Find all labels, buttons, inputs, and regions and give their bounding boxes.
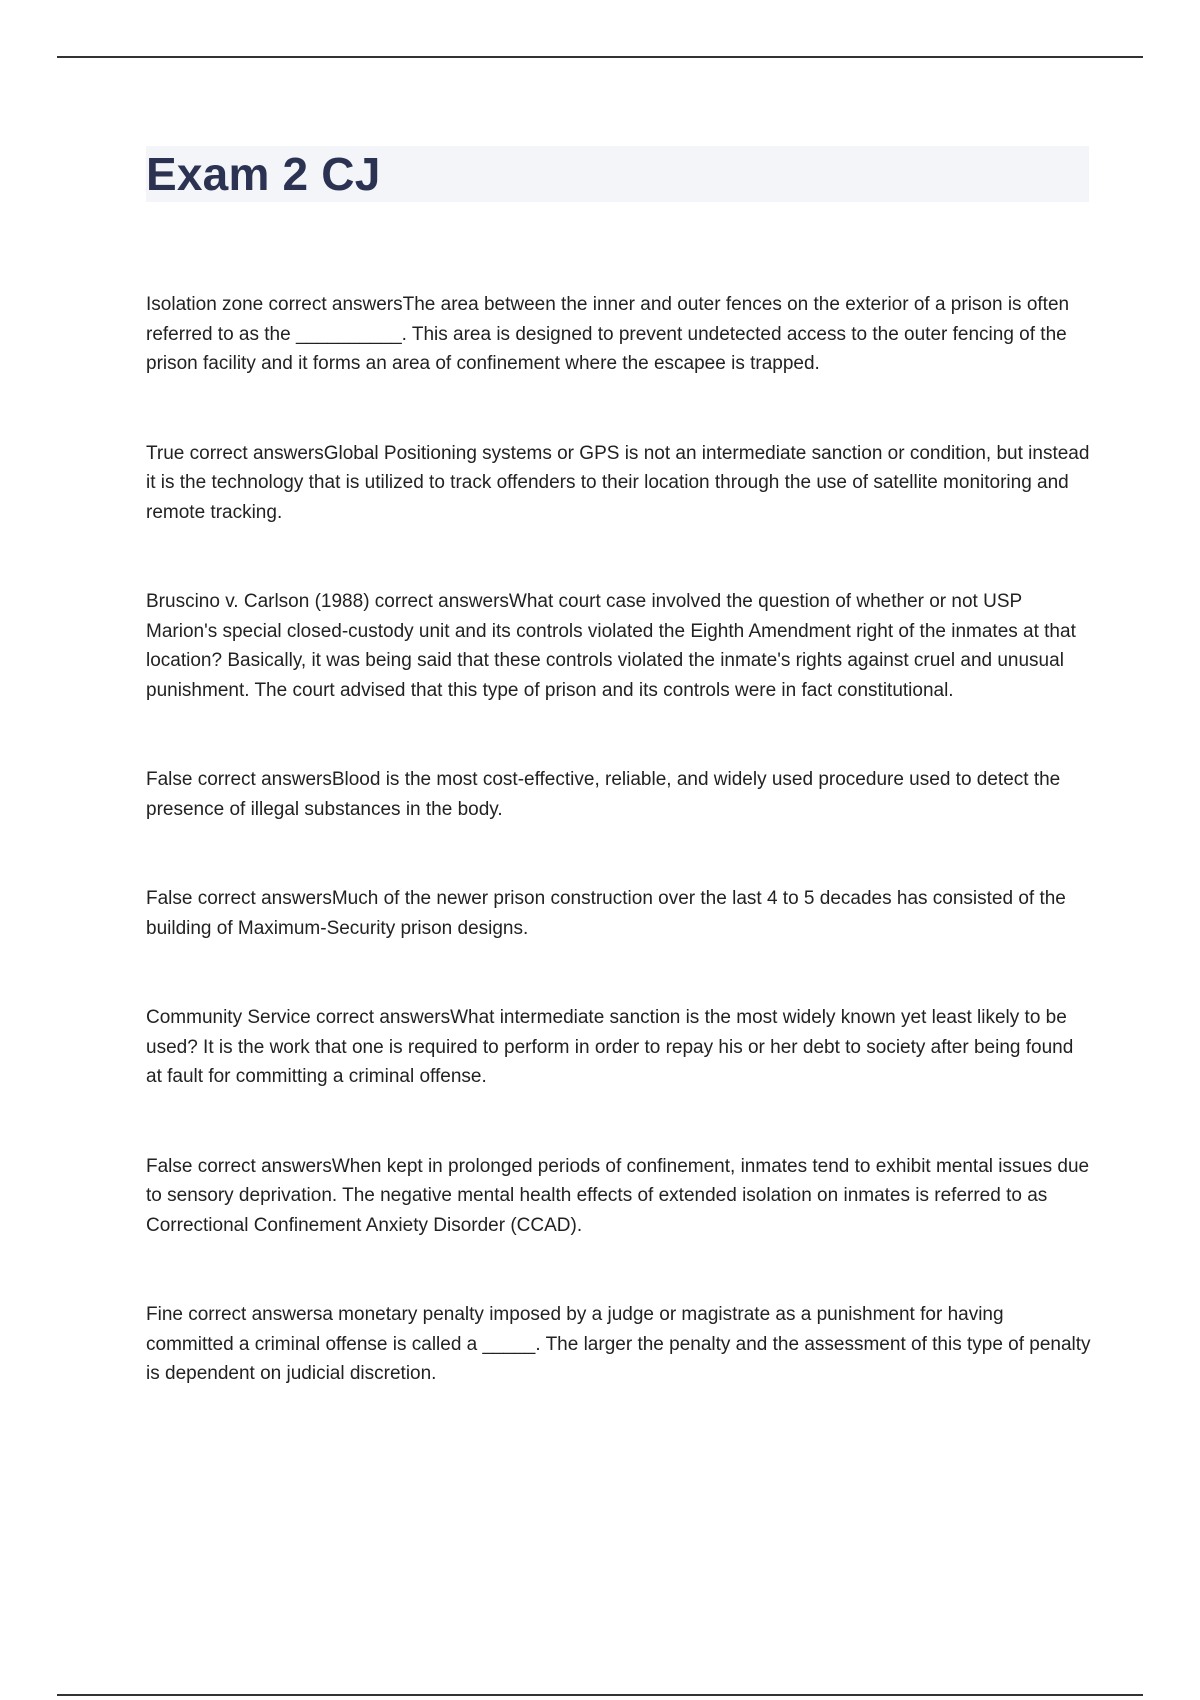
document-title: Exam 2 CJ bbox=[146, 148, 381, 200]
footer-rule bbox=[57, 1694, 1143, 1696]
flashcard-entry: Fine correct answersa monetary penalty imposed by a judge or magistrate as a punishment for having committed a criminal offense is called a _____. The larger the penalty and the assessment of this type of penalty is dependent on judicial discretion. bbox=[146, 1304, 1091, 1384]
flashcard-entry: False correct answersMuch of the newer prison construction over the last 4 to 5 decades has consisted of the building of Maximum-Security prison designs. bbox=[146, 888, 1066, 939]
flashcard-entry: Community Service correct answersWhat intermediate sanction is the most widely known yet least likely to be used? It is the work that one is required to perform in order to repay his or her debt to society after being found at fault for committing a criminal offense. bbox=[146, 1007, 1074, 1087]
flashcard-entry: Isolation zone correct answersThe area between the inner and outer fences on the exterior of a prison is often referred to as the __________. This area is designed to prevent undetected access to the outer fencing of the prison facility and it forms an area of confinement where the escapee is trapped. bbox=[146, 294, 1070, 374]
flashcard-entry: False correct answersWhen kept in prolonged periods of confinement, inmates tend to exhibit mental issues due to sensory deprivation. The negative mental health effects of extended isolation on inmates is referred to as Correctional Confinement Anxiety Disorder (CCAD). bbox=[146, 1155, 1090, 1236]
flashcard-list bbox=[146, 290, 1091, 1449]
header-rule bbox=[57, 56, 1143, 58]
flashcard-entry: False correct answersBlood is the most cost-effective, reliable, and widely used procedure used to detect the presence of illegal substances in the body. bbox=[146, 769, 1061, 820]
flashcard-entry: True correct answersGlobal Positioning systems or GPS is not an intermediate sanction or condition, but instead it is the technology that is utilized to track offenders to their location through the use of satellite monitoring and remote tracking. bbox=[146, 442, 1090, 523]
flashcard-entry: Bruscino v. Carlson (1988) correct answersWhat court case involved the question of whether or not USP Marion's special closed-custody unit and its controls violated the Eighth Amendment right of the inmates at that location? Basically, it was being said that these controls violated the inmate's rights against cruel and unusual punishment. The court advised that this type of prison and its controls were in fact constitutional. bbox=[146, 591, 1076, 701]
